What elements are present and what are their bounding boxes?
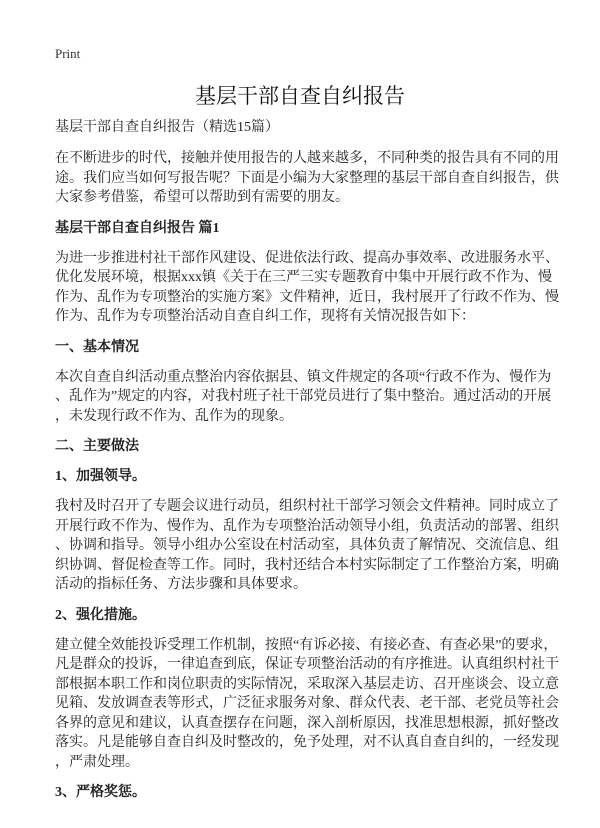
text-line: 部根据本职工作和岗位职责的实际情况，采取深入基层走访、召开座谈会、设立意: [55, 676, 559, 692]
page-title: 基层干部自查自纠报告: [195, 85, 405, 108]
text-line: 2、强化措施。: [55, 607, 146, 623]
section-heading: [55, 219, 550, 239]
text-line: 开展行政不作为、慢作为、乱作为专项整治活动领导小组，负责活动的部署、组织: [55, 518, 559, 534]
text-line: 基层干部自查自纠报告 篇1: [55, 220, 220, 236]
document-subtitle: 基层干部自查自纠报告（精选15篇）: [55, 120, 279, 135]
text-line: 二、主要做法: [55, 439, 139, 454]
section-heading: [55, 467, 550, 487]
text-line: 作为、乱作为专项整治的实施方案》文件精神，近日，我村展开了行政不作为、慢: [55, 289, 559, 305]
document-blocks: [55, 149, 559, 803]
text-line: 为进一步推进村社干部作风建设、促进依法行政、提高办事效率、改进服务水平、: [55, 250, 559, 266]
text-line: 、协调和指导。领导小组办公室设在村活动室，具体负责了解情况、交流信息、组: [55, 538, 559, 553]
text-line: 作为、乱作为专项整治活动自查自纠工作，现将有关情况报告如下：: [55, 309, 475, 324]
text-line: 我村及时召开了专题会议进行动员，组织村社干部学习领会文件精神。同时成立了: [55, 499, 559, 514]
paragraph: [55, 368, 550, 427]
section-heading: [55, 783, 550, 803]
text-line: 活动的指标任务、方法步骤和具体要求。: [55, 577, 307, 592]
paragraph: [55, 636, 559, 773]
text-line: ，严肃处理。: [55, 754, 139, 770]
text-line: 途。我们应当如何写报告呢？下面是小编为大家整理的基层干部自查自纠报告，供: [55, 170, 559, 186]
text-line: 织协调、督促检查等工作。同时，我村还结合本村实际制定了工作整治方案，明确: [55, 557, 559, 573]
text-line: 落实。凡是能够自查自纠及时整改的，免予处理，对不认真自查自纠的，一经发现: [55, 735, 559, 750]
text-line: 建立健全效能投诉受理工作机制，按照“有诉必接、有接必查、有查必果”的要求，: [55, 637, 558, 653]
document-body: [55, 118, 559, 813]
paragraph: [55, 497, 559, 595]
print-link[interactable]: Print: [55, 46, 81, 61]
paragraph: [55, 149, 559, 208]
text-line: 凡是群众的投诉，一律追查到底，保证专项整治活动的有序推进。认真组织村社干: [55, 657, 559, 672]
text-line: 1、加强领导。: [55, 469, 146, 484]
text-line: 各界的意见和建议，认真查摆存在问题，深入剖析原因，找准思想根源，抓好整改: [55, 715, 559, 731]
text-line: 3、严格奖惩。: [55, 785, 146, 800]
section-heading: [55, 606, 550, 626]
text-line: 在不断进步的时代，接触并使用报告的人越来越多，不同种类的报告具有不同的用: [55, 151, 559, 166]
text-line: 大家参考借鉴，希望可以帮助到有需要的朋友。: [55, 190, 349, 205]
text-line: 本次自查自纠活动重点整治内容依据县、镇文件规定的各项“行政不作为、慢作为: [55, 369, 552, 385]
section-heading: [55, 437, 550, 457]
text-line: 、乱作为”规定的内容，对我村班子社干部党员进行了集中整治。通过活动的开展: [55, 389, 552, 404]
text-line: 见箱、发放调查表等形式，广泛征求服务对象、群众代表、老干部、老党员等社会: [55, 696, 559, 711]
text-line: 优化发展环境，根据xxx镇《关于在三严三实专题教育中集中开展行政不作为、慢: [55, 270, 552, 285]
text-line: ，未发现行政不作为、乱作为的现象。: [55, 408, 293, 424]
text-line: 一、基本情况: [55, 339, 139, 355]
section-heading: [55, 338, 550, 358]
paragraph: [55, 249, 559, 327]
